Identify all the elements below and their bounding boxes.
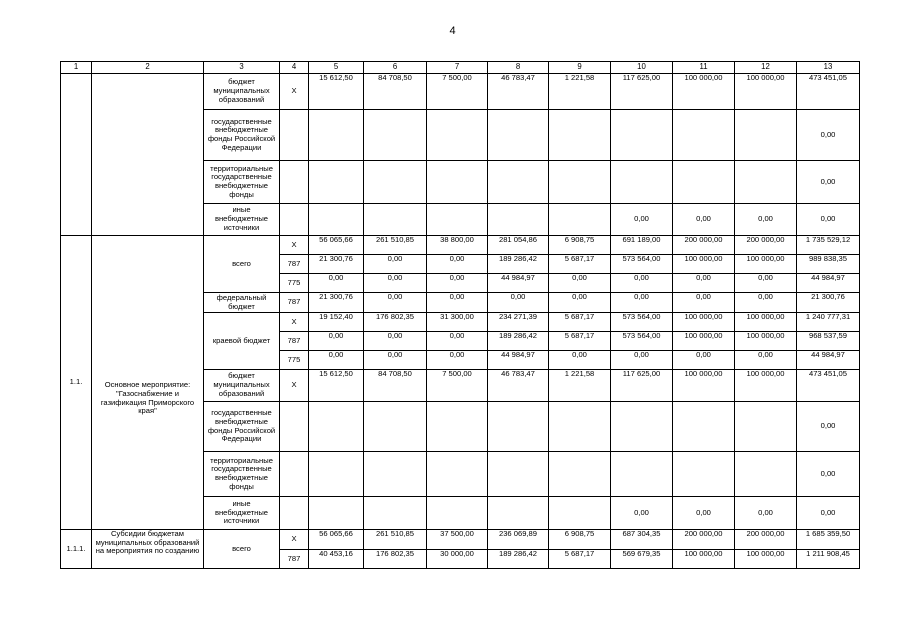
value-cell: 44 984,97 — [797, 274, 860, 293]
value-cell: 0,00 — [427, 274, 488, 293]
value-cell: 0,00 — [611, 204, 673, 236]
value-cell: 234 271,39 — [488, 313, 549, 332]
value-cell: 0,00 — [549, 351, 611, 370]
value-cell: 0,00 — [673, 293, 735, 313]
table-row — [61, 530, 860, 550]
value-cell: 0,00 — [611, 351, 673, 370]
value-cell: 0,00 — [611, 293, 673, 313]
value-cell: 100 000,00 — [673, 74, 735, 110]
value-cell: 0,00 — [427, 293, 488, 313]
value-cell: 0,00 — [364, 293, 427, 313]
value-cell: 473 451,05 — [797, 74, 860, 110]
source-label: федеральный бюджет — [204, 293, 280, 313]
header-cell: 6 — [364, 62, 427, 74]
value-cell: 100 000,00 — [673, 370, 735, 402]
header-cell: 9 — [549, 62, 611, 74]
value-cell: 989 838,35 — [797, 255, 860, 274]
value-cell: 1 240 777,31 — [797, 313, 860, 332]
value-cell: 0,00 — [797, 161, 860, 204]
source-label: территориальные государственные внебюджетные фонды — [204, 161, 280, 204]
budget-table — [60, 61, 860, 569]
value-cell: 0,00 — [427, 332, 488, 351]
value-cell: 0,00 — [427, 255, 488, 274]
value-cell: 100 000,00 — [673, 550, 735, 569]
code-cell: 787 — [280, 332, 309, 351]
value-cell: 6 908,75 — [549, 530, 611, 550]
item-name-text: Основное мероприятие: "Газоснабжение и газификация Приморского края" — [100, 380, 195, 416]
value-cell: 573 564,00 — [611, 313, 673, 332]
source-label: территориальные государственные внебюджетные фонды — [204, 452, 280, 497]
value-cell: 117 625,00 — [611, 370, 673, 402]
value-cell: 100 000,00 — [673, 255, 735, 274]
value-cell: 6 908,75 — [549, 236, 611, 255]
code-cell: 787 — [280, 293, 309, 313]
value-cell: 100 000,00 — [735, 550, 797, 569]
value-cell: 200 000,00 — [673, 530, 735, 550]
value-cell: 1 735 529,12 — [797, 236, 860, 255]
value-cell: 281 054,86 — [488, 236, 549, 255]
value-cell: 189 286,42 — [488, 255, 549, 274]
value-cell: 1 221,58 — [549, 370, 611, 402]
value-cell: 0,00 — [549, 293, 611, 313]
value-cell: 100 000,00 — [673, 332, 735, 351]
value-cell: 7 500,00 — [427, 74, 488, 110]
value-cell: 100 000,00 — [735, 313, 797, 332]
value-cell: 0,00 — [797, 497, 860, 530]
value-cell: 100 000,00 — [735, 74, 797, 110]
value-cell: 0,00 — [488, 293, 549, 313]
value-cell: 5 687,17 — [549, 550, 611, 569]
value-cell: 473 451,05 — [797, 370, 860, 402]
header-cell: 1 — [61, 62, 92, 74]
value-cell: 200 000,00 — [673, 236, 735, 255]
value-cell: 84 708,50 — [364, 74, 427, 110]
item-number: 1.1.1. — [61, 530, 92, 569]
value-cell: 189 286,42 — [488, 550, 549, 569]
value-cell: 38 800,00 — [427, 236, 488, 255]
table-row — [61, 236, 860, 255]
value-cell: 100 000,00 — [735, 332, 797, 351]
value-cell: 1 685 359,50 — [797, 530, 860, 550]
value-cell: 189 286,42 — [488, 332, 549, 351]
value-cell: 0,00 — [364, 332, 427, 351]
value-cell: 21 300,76 — [797, 293, 860, 313]
value-cell: 968 537,59 — [797, 332, 860, 351]
code-cell: Х — [280, 74, 309, 110]
header-cell: 13 — [797, 62, 860, 74]
value-cell: 0,00 — [735, 293, 797, 313]
header-cell: 12 — [735, 62, 797, 74]
item-number: 1.1. — [61, 236, 92, 530]
name-cell — [92, 74, 204, 236]
value-cell: 0,00 — [364, 274, 427, 293]
value-cell: 30 000,00 — [427, 550, 488, 569]
value-cell: 40 453,16 — [309, 550, 364, 569]
value-cell: 46 783,47 — [488, 370, 549, 402]
code-cell: 775 — [280, 274, 309, 293]
value-cell: 236 069,89 — [488, 530, 549, 550]
value-cell: 0,00 — [309, 274, 364, 293]
value-cell: 0,00 — [364, 255, 427, 274]
value-cell: 100 000,00 — [735, 255, 797, 274]
value-cell: 0,00 — [735, 204, 797, 236]
source-label: всего — [204, 236, 280, 293]
value-cell: 0,00 — [673, 274, 735, 293]
source-label: государственные внебюджетные фонды Российской Федерации — [204, 402, 280, 452]
value-cell: 573 564,00 — [611, 255, 673, 274]
code-cell: Х — [280, 370, 309, 402]
value-cell: 0,00 — [735, 351, 797, 370]
source-label: всего — [204, 530, 280, 569]
value-cell: 19 152,40 — [309, 313, 364, 332]
value-cell: 200 000,00 — [735, 236, 797, 255]
value-cell: 691 189,00 — [611, 236, 673, 255]
source-label: краевой бюджет — [204, 313, 280, 370]
code-cell: 787 — [280, 550, 309, 569]
source-label: иные внебюджетные источники — [204, 204, 280, 236]
value-cell: 31 300,00 — [427, 313, 488, 332]
value-cell: 0,00 — [611, 274, 673, 293]
header-cell: 5 — [309, 62, 364, 74]
value-cell: 261 510,85 — [364, 236, 427, 255]
index-cell — [61, 74, 92, 236]
value-cell: 56 065,66 — [309, 530, 364, 550]
header-cell: 4 — [280, 62, 309, 74]
code-cell: Х — [280, 530, 309, 550]
value-cell: 5 687,17 — [549, 313, 611, 332]
value-cell: 687 304,35 — [611, 530, 673, 550]
header-row — [61, 62, 860, 74]
value-cell: 176 802,35 — [364, 313, 427, 332]
value-cell: 7 500,00 — [427, 370, 488, 402]
value-cell: 5 687,17 — [549, 255, 611, 274]
value-cell: 0,00 — [673, 497, 735, 530]
value-cell: 44 984,97 — [488, 351, 549, 370]
value-cell: 44 984,97 — [488, 274, 549, 293]
value-cell: 100 000,00 — [735, 370, 797, 402]
header-cell: 8 — [488, 62, 549, 74]
value-cell: 0,00 — [427, 351, 488, 370]
value-cell: 100 000,00 — [673, 313, 735, 332]
value-cell: 0,00 — [797, 204, 860, 236]
source-label: бюджет муниципальных образований — [204, 370, 280, 402]
item-name — [92, 236, 204, 530]
value-cell: 0,00 — [735, 274, 797, 293]
value-cell: 117 625,00 — [611, 74, 673, 110]
item-name: Субсидии бюджетам муниципальных образований на мероприятия по созданию — [92, 530, 204, 569]
source-label: иные внебюджетные источники — [204, 497, 280, 530]
header-cell: 11 — [673, 62, 735, 74]
header-cell: 2 — [92, 62, 204, 74]
value-cell: 0,00 — [309, 351, 364, 370]
value-cell: 0,00 — [673, 204, 735, 236]
value-cell: 261 510,85 — [364, 530, 427, 550]
value-cell: 0,00 — [797, 110, 860, 161]
value-cell: 1 221,58 — [549, 74, 611, 110]
header-cell: 10 — [611, 62, 673, 74]
value-cell: 0,00 — [309, 332, 364, 351]
value-cell: 573 564,00 — [611, 332, 673, 351]
value-cell: 0,00 — [797, 402, 860, 452]
source-label: бюджет муниципальных образований — [204, 74, 280, 110]
code-cell: 775 — [280, 351, 309, 370]
value-cell: 0,00 — [364, 351, 427, 370]
value-cell: 44 984,97 — [797, 351, 860, 370]
header-cell: 7 — [427, 62, 488, 74]
value-cell: 84 708,50 — [364, 370, 427, 402]
value-cell: 37 500,00 — [427, 530, 488, 550]
table-row — [61, 74, 860, 110]
value-cell: 21 300,76 — [309, 293, 364, 313]
value-cell: 21 300,76 — [309, 255, 364, 274]
code-cell: Х — [280, 313, 309, 332]
value-cell: 5 687,17 — [549, 332, 611, 351]
value-cell: 15 612,50 — [309, 74, 364, 110]
value-cell: 56 065,66 — [309, 236, 364, 255]
value-cell: 0,00 — [673, 351, 735, 370]
header-cell: 3 — [204, 62, 280, 74]
value-cell: 0,00 — [735, 497, 797, 530]
value-cell: 200 000,00 — [735, 530, 797, 550]
code-cell: 787 — [280, 255, 309, 274]
value-cell: 15 612,50 — [309, 370, 364, 402]
value-cell: 46 783,47 — [488, 74, 549, 110]
value-cell: 0,00 — [611, 497, 673, 530]
value-cell: 176 802,35 — [364, 550, 427, 569]
value-cell: 1 211 908,45 — [797, 550, 860, 569]
code-cell: Х — [280, 236, 309, 255]
value-cell: 0,00 — [797, 452, 860, 497]
source-label: государственные внебюджетные фонды Российской Федерации — [204, 110, 280, 161]
value-cell: 0,00 — [549, 274, 611, 293]
value-cell: 569 679,35 — [611, 550, 673, 569]
page-number: 4 — [449, 25, 456, 37]
